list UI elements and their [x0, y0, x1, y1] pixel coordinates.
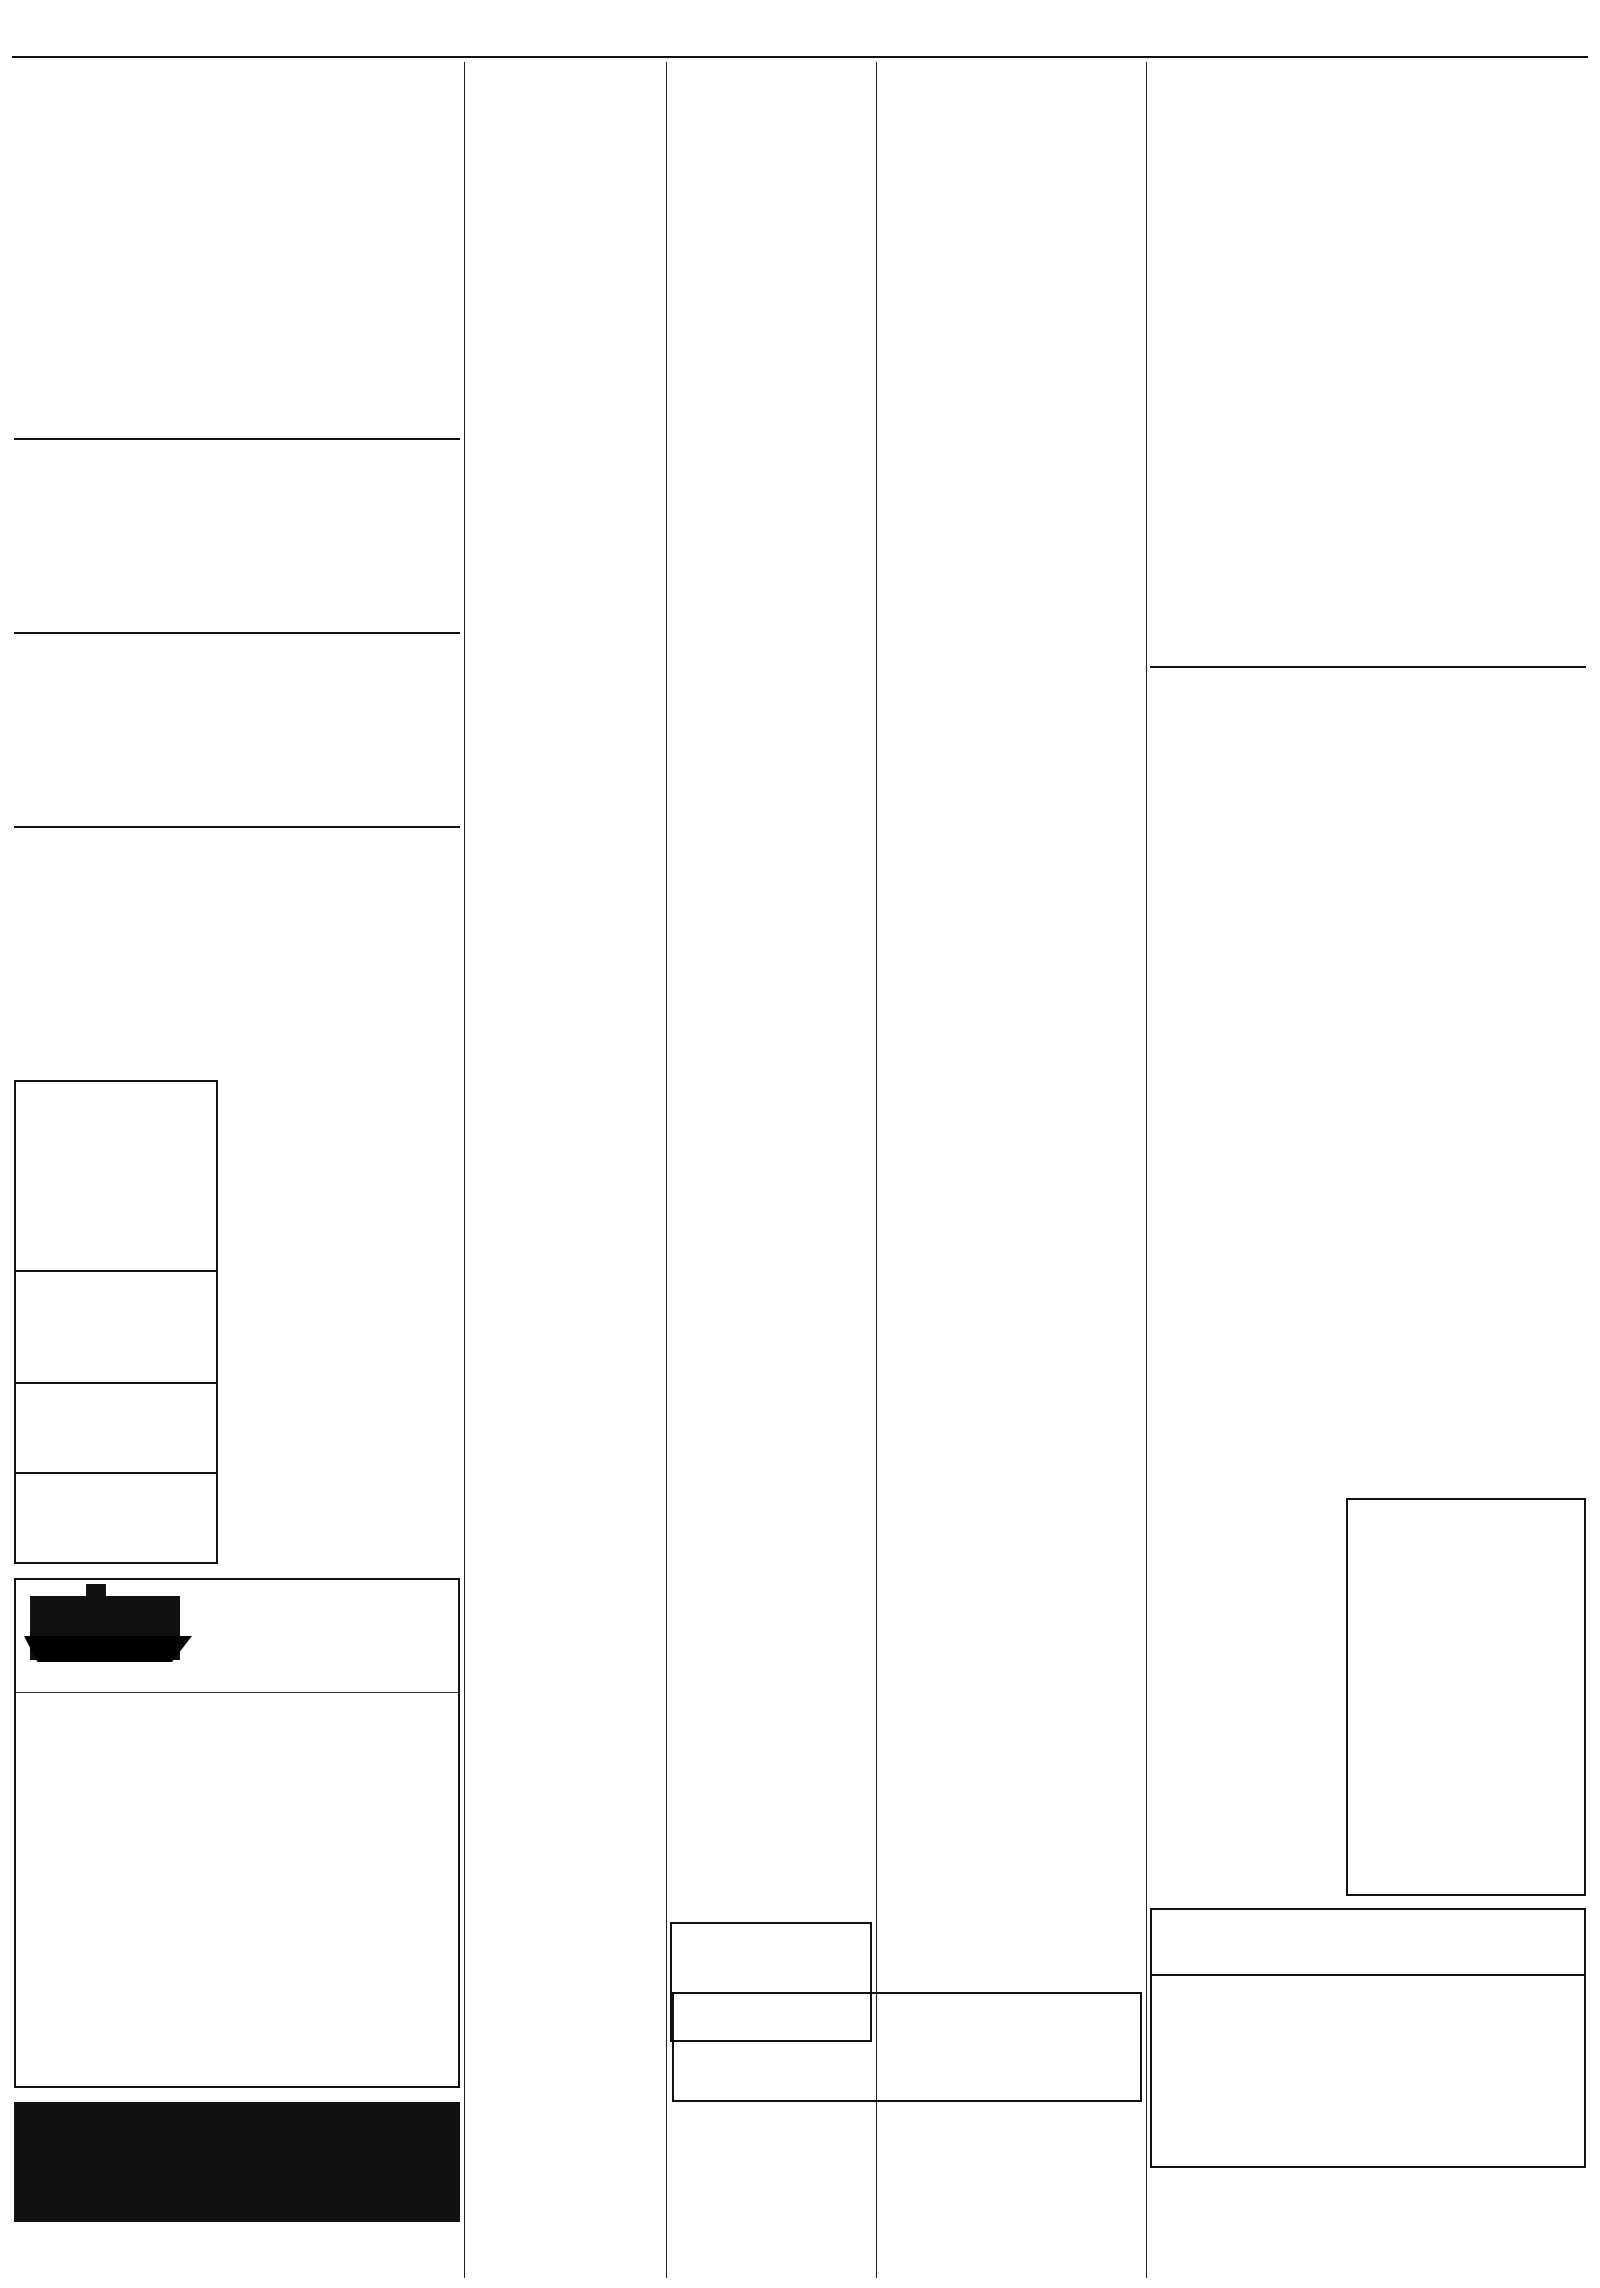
memorial-heading — [468, 550, 662, 592]
pharmacy-list — [14, 904, 460, 1072]
ship-hull — [24, 1636, 192, 1662]
headline-notes — [670, 66, 872, 100]
divider — [16, 1692, 458, 1693]
notes-text — [670, 106, 872, 696]
headline-radio-cairo — [14, 446, 460, 474]
divider — [14, 826, 460, 828]
radio-cairo-program — [14, 480, 460, 626]
classified-notices — [468, 1862, 662, 1982]
column-4-text — [880, 66, 1142, 684]
ad-nimo — [672, 1992, 1142, 2102]
pentecost-sermon-text — [468, 954, 662, 1402]
sermon-heading — [468, 902, 662, 922]
currency-heading — [468, 1668, 662, 1690]
american-ship-text — [1150, 120, 1586, 290]
divider — [14, 438, 460, 440]
currency-rates-table — [468, 1694, 662, 1844]
ad-suntan-badge — [28, 2116, 124, 2212]
column-4 — [880, 62, 1142, 2278]
column-rule — [464, 62, 465, 2278]
cinema-listings — [14, 132, 460, 432]
radio-athens-program — [14, 674, 460, 820]
grain-agreement-text — [1150, 326, 1586, 436]
cotton-prices-table — [468, 1452, 662, 1662]
divider — [16, 1382, 216, 1384]
funeral-heading — [468, 260, 662, 284]
headline-social — [468, 66, 662, 100]
column-rule — [1146, 62, 1147, 2278]
divider — [16, 1270, 216, 1272]
daily-life-text — [1150, 726, 1586, 1504]
ad-angelo-palace — [1346, 1498, 1586, 1896]
headline-theaters — [14, 66, 460, 128]
divider — [1152, 1974, 1584, 1976]
headline-radio-athens — [14, 640, 460, 668]
column-2 — [468, 62, 662, 2278]
social-notes-text — [468, 106, 662, 256]
headline-american-ship — [1150, 66, 1586, 114]
ad-suntan-oil — [14, 2102, 460, 2222]
ship-funnel — [86, 1584, 106, 1606]
ship-illustration — [16, 1580, 460, 1676]
headline-daily-life — [1150, 674, 1586, 720]
masthead — [12, 10, 1588, 58]
article-pentecost-text — [224, 1080, 460, 1564]
headline-grain-agreement — [1150, 298, 1586, 320]
headline-pharmacies — [14, 834, 460, 898]
thanks-heading — [468, 720, 662, 766]
column-5 — [1150, 62, 1586, 2278]
memorial-notice — [468, 596, 662, 716]
divider — [14, 632, 460, 634]
pentecost-heading — [468, 924, 662, 950]
cyprus-passports-text — [1150, 506, 1586, 658]
thanks-notice — [468, 770, 662, 898]
column-rule — [666, 62, 667, 2278]
sailing-schedule-table — [26, 1700, 452, 2080]
column-1 — [14, 62, 460, 2278]
divider — [16, 1472, 216, 1474]
cotton-exchange-heading — [468, 1408, 662, 1448]
divider — [1150, 666, 1586, 668]
ad-cinema-rio — [14, 1080, 218, 1564]
funeral-notice — [468, 288, 662, 546]
ad-vagias — [1150, 1908, 1586, 2168]
headline-cyprus-passports — [1150, 448, 1586, 498]
ad-shipping-lines — [14, 1578, 460, 2088]
